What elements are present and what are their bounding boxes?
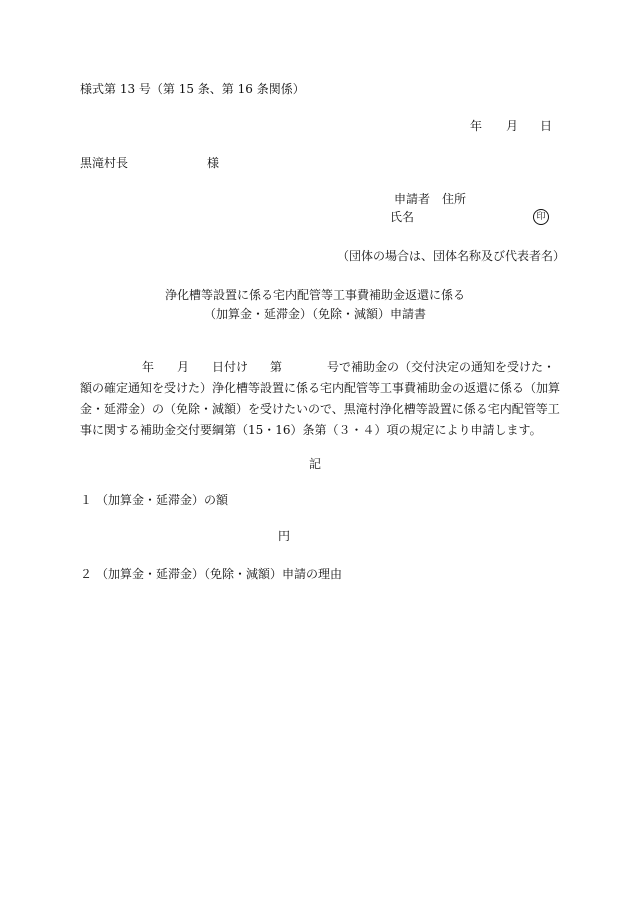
item-2-label: （加算金・延滞金）（免除・減額）申請の理由 [96, 567, 343, 581]
date-month: 月 [506, 119, 519, 133]
body-line-1-rest: 号で補助金の（交付決定の通知を受けた・ [327, 360, 556, 374]
item-2-number: ２ [80, 567, 93, 581]
body-day: 日付け [212, 360, 249, 374]
date-year: 年 [470, 119, 483, 133]
name-label: 氏名 [390, 210, 415, 224]
body-month: 月 [177, 360, 190, 374]
addressee-name: 黒滝村長 [80, 156, 129, 170]
body-year: 年 [142, 360, 155, 374]
address-label: 住所 [442, 192, 467, 206]
body-dai: 第 [270, 360, 283, 374]
addressee-honorific: 様 [207, 156, 220, 170]
body-line-2: 額の確定通知を受けた）浄化槽等設置に係る宅内配管等工事費補助金の返還に係る（加算 [80, 381, 561, 395]
item-1-unit: 円 [278, 529, 291, 543]
item-1-label: （加算金・延滞金）の額 [96, 493, 229, 507]
seal-mark: 印 [533, 209, 549, 225]
org-note: （団体の場合は、団体名称及び代表者名） [337, 249, 566, 263]
body-line-3: 金・延滞金）の（免除・減額）を受けたいので、黒滝村浄化槽等設置に係る宅内配管等工 [80, 402, 560, 416]
applicant-label: 申請者 [394, 192, 431, 206]
item-1-number: １ [80, 493, 93, 507]
date-day: 日 [540, 119, 553, 133]
title-line-1: 浄化槽等設置に係る宅内配管等工事費補助金返還に係る [164, 288, 465, 302]
body-line-4: 事に関する補助金交付要綱第（15・16）条第（３・４）項の規定により申請します。 [80, 423, 542, 437]
title-line-2: （加算金・延滞金）（免除・減額）申請書 [203, 307, 426, 321]
ki-heading: 記 [308, 457, 321, 471]
form-number: 様式第 13 号（第 15 条、第 16 条関係） [80, 82, 305, 96]
